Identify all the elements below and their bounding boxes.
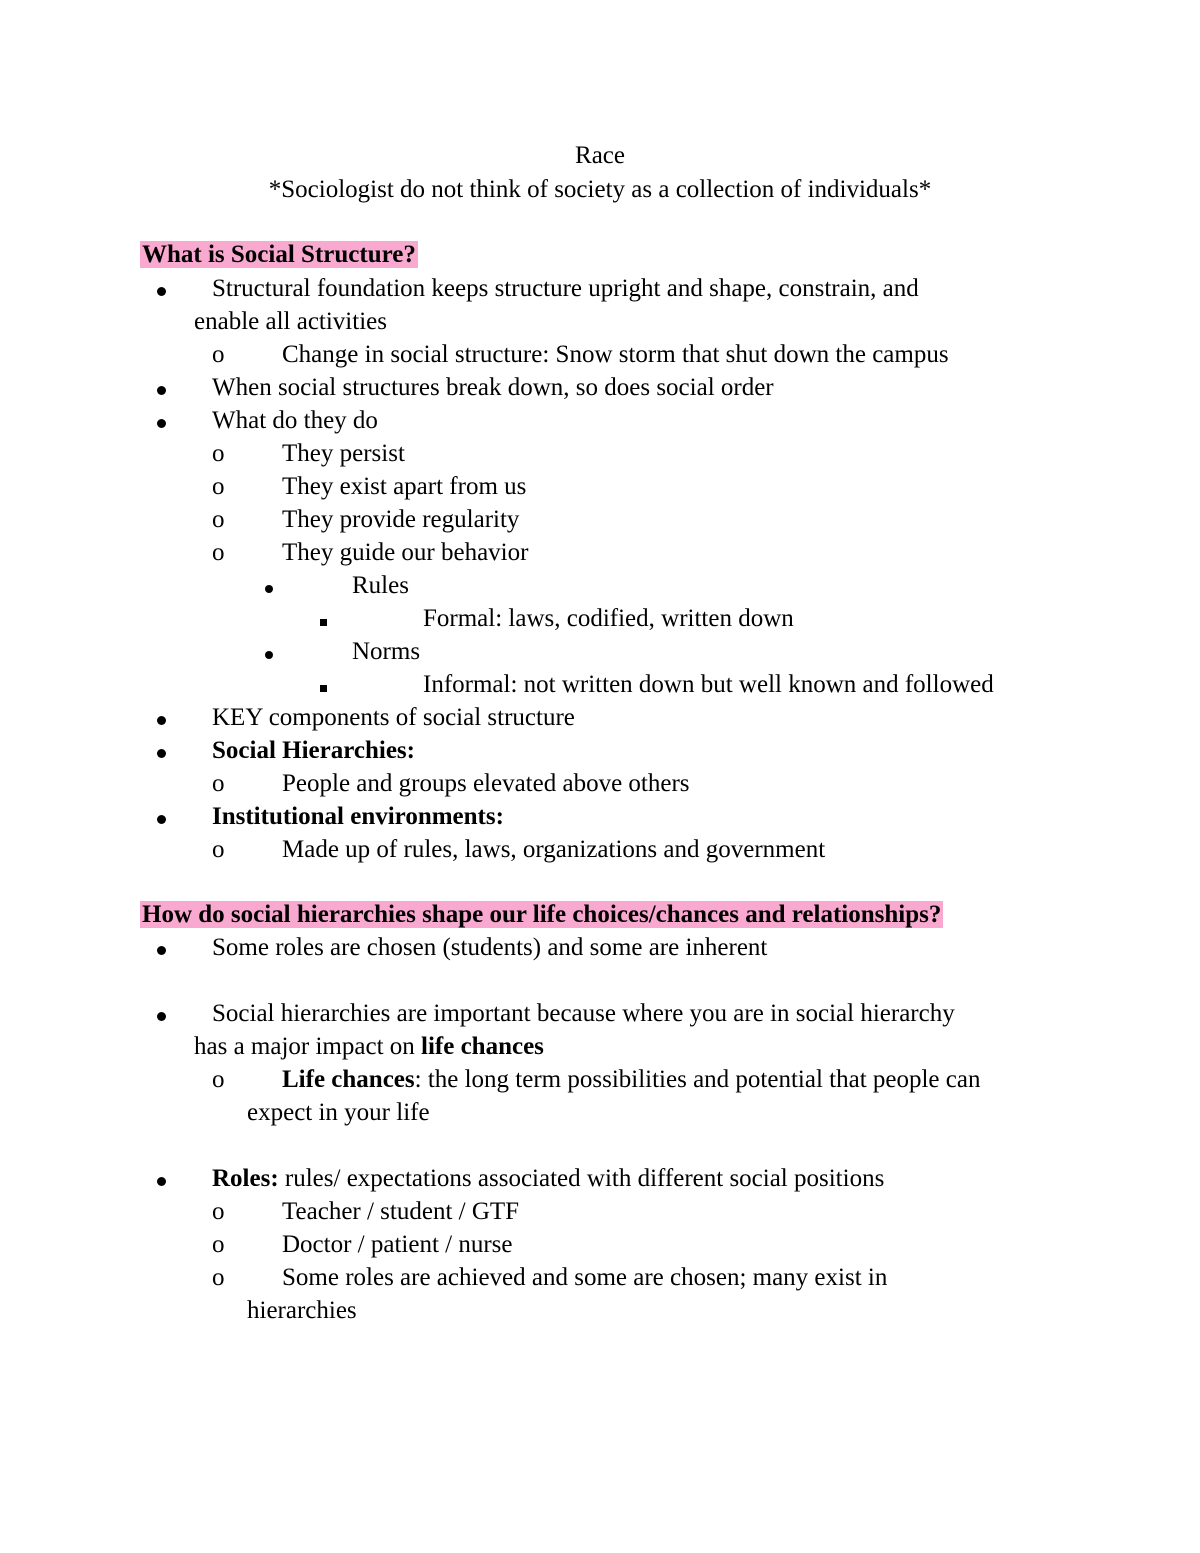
bullet-marker xyxy=(157,273,166,305)
bullet-marker xyxy=(157,932,166,964)
circle-marker: o xyxy=(212,440,225,467)
sub-item: They guide our behavior xyxy=(282,539,529,566)
sub-item: Some roles are achieved and some are chosen; many exist in xyxy=(282,1264,888,1291)
sub-item: Life chances: the long term possibilities and potential that people can xyxy=(282,1066,981,1093)
sub-item: People and groups elevated above others xyxy=(282,770,690,797)
sub-sub-item: Norms xyxy=(352,638,421,665)
sub-item: Doctor / patient / nurse xyxy=(282,1231,513,1258)
bullet-marker xyxy=(157,702,166,734)
bullet-item: Institutional environments: xyxy=(212,803,504,830)
bullet-item: What do they do xyxy=(212,407,378,434)
bullet-item-cont: enable all activities xyxy=(194,308,387,335)
bullet-item: Structural foundation keeps structure upright and shape, constrain, and xyxy=(212,275,919,302)
section-heading: What is Social Structure? xyxy=(142,241,416,268)
circle-marker: o xyxy=(212,770,225,797)
sub-sub-sub-item: Formal: laws, codified, written down xyxy=(423,605,794,632)
sub-sub-sub-item: Informal: not written down but well known and followed xyxy=(423,671,994,698)
circle-marker: o xyxy=(212,1231,225,1258)
sub-item: Made up of rules, laws, organizations and government xyxy=(282,836,826,863)
sub-item: They persist xyxy=(282,440,405,467)
bullet-item: Social Hierarchies: xyxy=(212,737,415,764)
circle-marker: o xyxy=(212,1066,225,1093)
doc-title: Race xyxy=(575,142,625,169)
sub-item: Change in social structure: Snow storm that shut down the campus xyxy=(282,341,949,368)
bullet-marker xyxy=(157,735,166,767)
bullet-marker xyxy=(157,998,166,1030)
bullet-item: When social structures break down, so does social order xyxy=(212,374,774,401)
sub-item-cont: hierarchies xyxy=(247,1297,357,1324)
bullet-item: Roles: rules/ expectations associated with different social positions xyxy=(212,1165,885,1192)
circle-marker: o xyxy=(212,539,225,566)
circle-marker: o xyxy=(212,1264,225,1291)
bullet-marker xyxy=(157,801,166,833)
bullet-item-cont: has a major impact on life chances xyxy=(194,1033,544,1060)
bullet-marker xyxy=(265,636,273,668)
bullet-marker xyxy=(157,372,166,404)
circle-marker: o xyxy=(212,506,225,533)
circle-marker: o xyxy=(212,473,225,500)
bullet-marker xyxy=(157,405,166,437)
section-heading: How do social hierarchies shape our life choices/chances and relationships? xyxy=(142,901,942,928)
doc-subtitle: *Sociologist do not think of society as a collection of individuals* xyxy=(268,176,932,203)
sub-sub-item: Rules xyxy=(352,572,409,599)
circle-marker: o xyxy=(212,1198,225,1225)
circle-marker: o xyxy=(212,341,225,368)
bullet-item: KEY components of social structure xyxy=(212,704,575,731)
bullet-marker xyxy=(265,570,273,602)
sub-item: Teacher / student / GTF xyxy=(282,1198,520,1225)
square-marker xyxy=(320,603,327,635)
square-marker xyxy=(320,669,327,701)
bullet-item: Some roles are chosen (students) and some are inherent xyxy=(212,934,768,961)
circle-marker: o xyxy=(212,836,225,863)
bullet-marker xyxy=(157,1163,166,1195)
sub-item-cont: expect in your life xyxy=(247,1099,430,1126)
bullet-item: Social hierarchies are important because where you are in social hierarchy xyxy=(212,1000,955,1027)
sub-item: They exist apart from us xyxy=(282,473,527,500)
sub-item: They provide regularity xyxy=(282,506,520,533)
